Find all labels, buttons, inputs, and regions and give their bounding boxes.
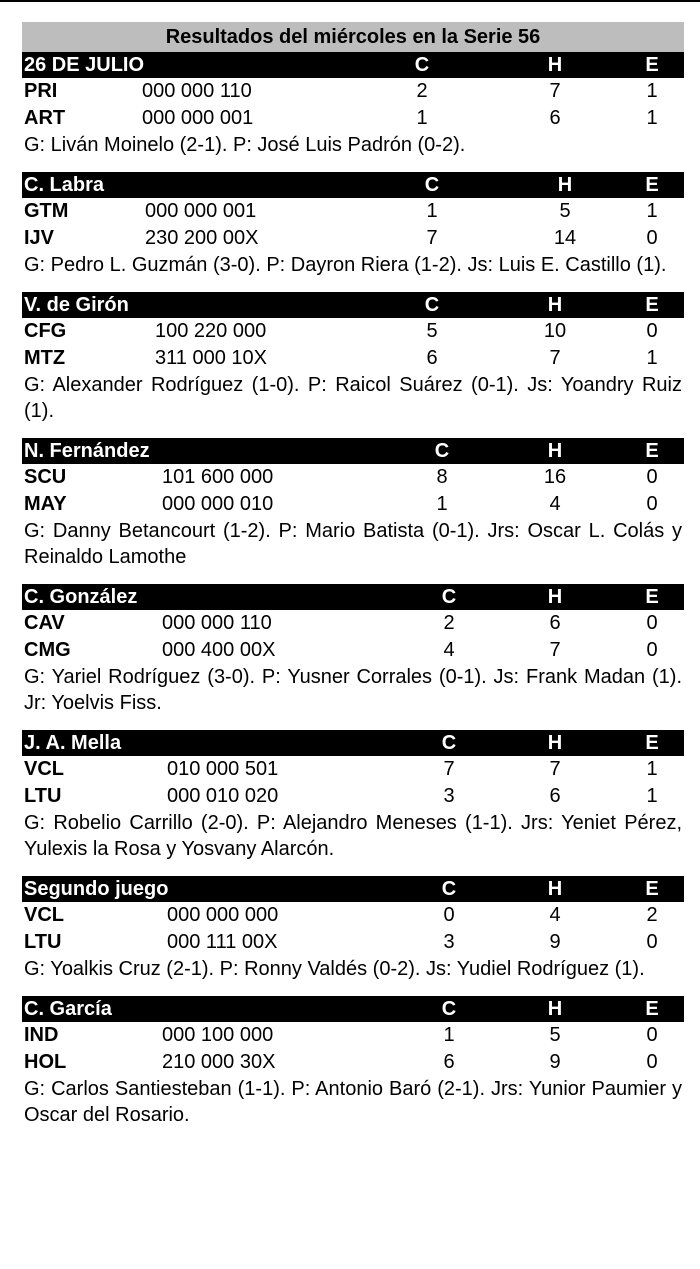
game-block <box>22 438 684 584</box>
line-score: 010 000 501 <box>167 758 279 780</box>
block-spacer <box>22 570 684 584</box>
runs-value: 7 <box>426 227 438 249</box>
runs-value: 8 <box>436 466 448 488</box>
team-row <box>22 929 684 956</box>
runs-value: 3 <box>443 785 455 807</box>
column-header-c: C <box>414 54 430 76</box>
team-row <box>22 783 684 810</box>
game-heading-row <box>22 172 684 198</box>
hits-value: 5 <box>559 200 571 222</box>
team-code: VCL <box>24 904 64 926</box>
errors-value: 0 <box>646 1024 658 1046</box>
line-score: 000 000 110 <box>142 80 252 102</box>
column-header-h: H <box>547 294 563 316</box>
runs-value: 1 <box>416 107 428 129</box>
stadium-name: J. A. Mella <box>24 732 122 754</box>
runs-value: 4 <box>443 639 455 661</box>
team-code: LTU <box>24 785 62 807</box>
column-header-c: C <box>441 732 457 754</box>
block-spacer <box>22 158 684 172</box>
line-score: 000 000 001 <box>142 107 254 129</box>
column-header-c: C <box>441 998 457 1020</box>
errors-value: 0 <box>646 639 658 661</box>
hits-value: 6 <box>549 107 561 129</box>
block-spacer <box>22 716 684 730</box>
block-spacer <box>22 278 684 292</box>
runs-value: 1 <box>436 493 448 515</box>
team-row <box>22 491 684 518</box>
hits-value: 14 <box>553 227 577 249</box>
column-header-h: H <box>547 586 563 608</box>
game-block <box>22 876 684 996</box>
errors-value: 0 <box>646 466 658 488</box>
game-heading-row <box>22 876 684 902</box>
game-heading-row <box>22 292 684 318</box>
column-header-h: H <box>547 998 563 1020</box>
pitchers-note: G: Yoalkis Cruz (2-1). P: Ronny Valdés (0-2). Js: Yudiel Rodríguez (1). <box>24 958 645 980</box>
hits-value: 6 <box>549 785 561 807</box>
game-block <box>22 730 684 876</box>
hits-value: 7 <box>549 347 561 369</box>
runs-value: 2 <box>443 612 455 634</box>
errors-value: 0 <box>646 612 658 634</box>
game-heading-row <box>22 996 684 1022</box>
errors-value: 0 <box>646 493 658 515</box>
pitchers-note: G: Liván Moinelo (2-1). P: José Luis Padrón (0-2). <box>24 134 466 156</box>
line-score: 100 220 000 <box>155 320 267 342</box>
runs-value: 0 <box>443 904 455 926</box>
team-row <box>22 1049 684 1076</box>
errors-value: 1 <box>646 785 658 807</box>
runs-value: 6 <box>443 1051 455 1073</box>
column-header-c: C <box>424 294 440 316</box>
team-row <box>22 198 684 225</box>
pitchers-note: G: Danny Betancourt (1-2). P: Mario Batista (0-1). Jrs: Oscar L. Colás y Reinaldo Lamothe <box>24 520 682 568</box>
block-spacer <box>22 982 684 996</box>
hits-value: 7 <box>549 758 561 780</box>
hits-value: 9 <box>549 931 561 953</box>
line-score: 000 010 020 <box>167 785 279 807</box>
team-code: IJV <box>24 227 55 249</box>
column-header-e: E <box>645 732 659 754</box>
game-heading-row <box>22 438 684 464</box>
runs-value: 1 <box>426 200 438 222</box>
errors-value: 0 <box>646 320 658 342</box>
team-code: MTZ <box>24 347 66 369</box>
pitchers-note: G: Robelio Carrillo (2-0). P: Alejandro Meneses (1-1). Jrs: Yeniet Pérez, Yulexis la Rosa y Yosvany Alarcón. <box>24 812 682 860</box>
pitchers-note: G: Yariel Rodríguez (3-0). P: Yusner Corrales (0-1). Js: Frank Madan (1). Jr: Yoelvis Fiss. <box>24 666 682 714</box>
team-code: CAV <box>24 612 65 634</box>
team-row <box>22 105 684 132</box>
team-code: IND <box>24 1024 59 1046</box>
games-list <box>22 52 684 1128</box>
team-code: CMG <box>24 639 71 661</box>
team-row <box>22 610 684 637</box>
team-row <box>22 1022 684 1049</box>
column-header-e: E <box>645 174 659 196</box>
column-header-e: E <box>645 54 659 76</box>
stadium-name: C. González <box>24 586 138 608</box>
team-row <box>22 225 684 252</box>
stadium-name: C. García <box>24 998 112 1020</box>
column-header-h: H <box>547 54 563 76</box>
game-heading-row <box>22 52 684 78</box>
line-score: 000 000 000 <box>167 904 279 926</box>
errors-value: 0 <box>646 227 658 249</box>
hits-value: 6 <box>549 612 561 634</box>
errors-value: 0 <box>646 1051 658 1073</box>
line-score: 210 000 30X <box>162 1051 276 1073</box>
line-score: 000 000 110 <box>162 612 272 634</box>
results-box <box>22 22 684 1128</box>
line-score: 000 400 00X <box>162 639 276 661</box>
stadium-name: Segundo juego <box>24 878 169 900</box>
hits-value: 5 <box>549 1024 561 1046</box>
page-title: Resultados del miércoles en la Serie 56 <box>22 22 684 52</box>
hits-value: 10 <box>543 320 567 342</box>
line-score: 000 000 001 <box>145 200 257 222</box>
game-block <box>22 996 684 1128</box>
team-row <box>22 902 684 929</box>
column-header-h: H <box>557 174 573 196</box>
line-score: 000 100 000 <box>162 1024 274 1046</box>
errors-value: 1 <box>646 347 658 369</box>
game-block <box>22 52 684 172</box>
hits-value: 7 <box>549 80 561 102</box>
team-row <box>22 637 684 664</box>
hits-value: 4 <box>549 904 561 926</box>
team-code: LTU <box>24 931 62 953</box>
line-score: 311 000 10X <box>155 347 267 369</box>
team-code: GTM <box>24 200 69 222</box>
column-header-e: E <box>645 878 659 900</box>
errors-value: 1 <box>646 107 658 129</box>
game-heading-row <box>22 584 684 610</box>
block-spacer <box>22 424 684 438</box>
stadium-name: C. Labra <box>24 174 105 196</box>
stadium-name: 26 DE JULIO <box>24 54 145 76</box>
column-header-c: C <box>434 440 450 462</box>
line-score: 000 111 00X <box>167 931 278 953</box>
column-header-c: C <box>441 586 457 608</box>
team-code: HOL <box>24 1051 67 1073</box>
team-code: VCL <box>24 758 64 780</box>
column-header-c: C <box>441 878 457 900</box>
stadium-name: V. de Girón <box>24 294 129 316</box>
column-header-h: H <box>547 732 563 754</box>
team-code: SCU <box>24 466 67 488</box>
errors-value: 0 <box>646 931 658 953</box>
team-code: MAY <box>24 493 67 515</box>
hits-value: 16 <box>543 466 567 488</box>
line-score: 101 600 000 <box>162 466 274 488</box>
hits-value: 9 <box>549 1051 561 1073</box>
column-header-e: E <box>645 586 659 608</box>
errors-value: 1 <box>646 80 658 102</box>
line-score: 230 200 00X <box>145 227 259 249</box>
column-header-e: E <box>645 294 659 316</box>
game-block <box>22 584 684 730</box>
line-score: 000 000 010 <box>162 493 274 515</box>
pitchers-note: G: Carlos Santiesteban (1-1). P: Antonio Baró (2-1). Jrs: Yunior Paumier y Oscar del Rosario. <box>24 1078 682 1126</box>
team-row <box>22 345 684 372</box>
column-header-e: E <box>645 440 659 462</box>
errors-value: 2 <box>646 904 658 926</box>
team-row <box>22 756 684 783</box>
runs-value: 6 <box>426 347 438 369</box>
column-header-c: C <box>424 174 440 196</box>
runs-value: 7 <box>443 758 455 780</box>
team-code: CFG <box>24 320 67 342</box>
hits-value: 4 <box>549 493 561 515</box>
game-block <box>22 292 684 438</box>
runs-value: 3 <box>443 931 455 953</box>
pitchers-note: G: Alexander Rodríguez (1-0). P: Raicol Suárez (0-1). Js: Yoandry Ruiz (1). <box>24 374 682 422</box>
team-row <box>22 318 684 345</box>
runs-value: 2 <box>416 80 428 102</box>
runs-value: 5 <box>426 320 438 342</box>
game-heading-row <box>22 730 684 756</box>
team-row <box>22 464 684 491</box>
game-block <box>22 172 684 292</box>
column-header-e: E <box>645 998 659 1020</box>
block-spacer <box>22 862 684 876</box>
pitchers-note: G: Pedro L. Guzmán (3-0). P: Dayron Riera (1-2). Js: Luis E. Castillo (1). <box>24 254 667 276</box>
hits-value: 7 <box>549 639 561 661</box>
top-rule <box>0 0 700 2</box>
runs-value: 1 <box>443 1024 455 1046</box>
errors-value: 1 <box>646 758 658 780</box>
stadium-name: N. Fernández <box>24 440 150 462</box>
team-code: ART <box>24 107 66 129</box>
column-header-h: H <box>547 440 563 462</box>
team-code: PRI <box>24 80 58 102</box>
column-header-h: H <box>547 878 563 900</box>
errors-value: 1 <box>646 200 658 222</box>
team-row <box>22 78 684 105</box>
